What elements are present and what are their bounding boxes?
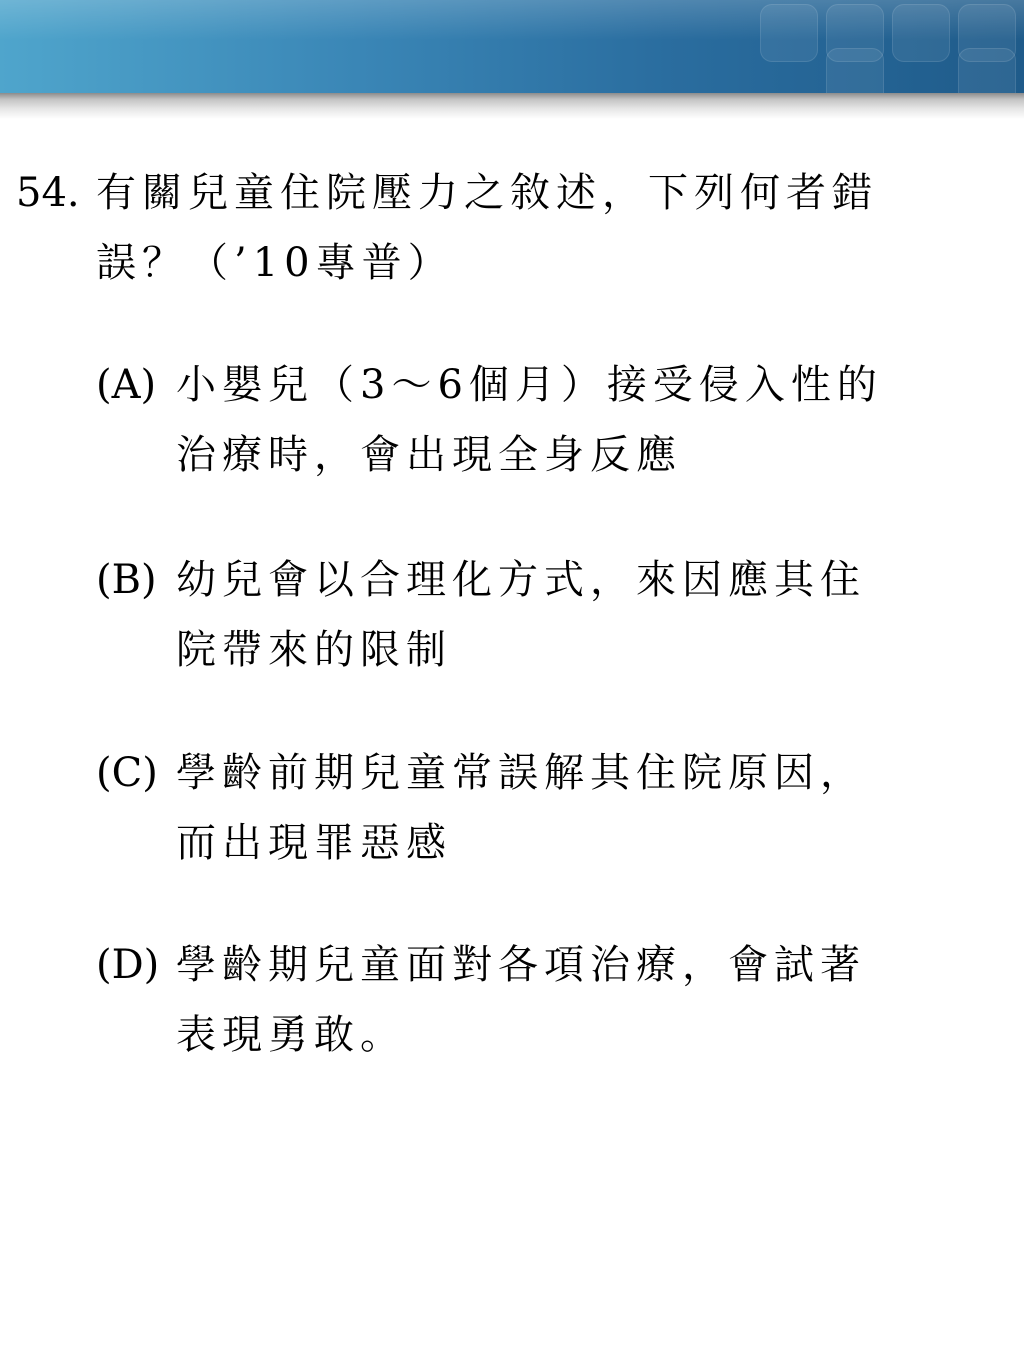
option-label: (B) [96, 557, 157, 603]
option-text [176, 350, 1016, 490]
question-text [96, 158, 1016, 298]
option-label: (A) [96, 362, 157, 408]
option-text [176, 545, 1016, 685]
option-line: 幼兒會以合理化方式，來因應其住 [176, 557, 866, 603]
option-line: 小嬰兒（3～6個月）接受侵入性的 [176, 362, 883, 408]
banner-tile [826, 48, 884, 93]
question-line: 誤？（’10專普） [96, 240, 454, 286]
header-divider [0, 93, 1024, 119]
option-line: 表現勇敢。 [176, 1012, 406, 1058]
banner-tile [958, 48, 1016, 93]
banner-tile [760, 4, 818, 62]
option-label: (D) [96, 942, 160, 988]
option-line: 學齡前期兒童常誤解其住院原因， [176, 750, 866, 796]
option-label: (C) [96, 750, 158, 796]
header-banner [0, 0, 1024, 93]
option-line: 學齡期兒童面對各項治療，會試著 [176, 942, 866, 988]
banner-tile [892, 4, 950, 62]
question-number: 54. [16, 170, 80, 216]
option-line: 院帶來的限制 [176, 627, 452, 673]
option-line: 治療時，會出現全身反應 [176, 432, 682, 478]
option-text [176, 738, 1016, 878]
option-line: 而出現罪惡感 [176, 820, 452, 866]
question-line: 有關兒童住院壓力之敘述，下列何者錯 [96, 170, 878, 216]
option-text [176, 930, 1016, 1070]
